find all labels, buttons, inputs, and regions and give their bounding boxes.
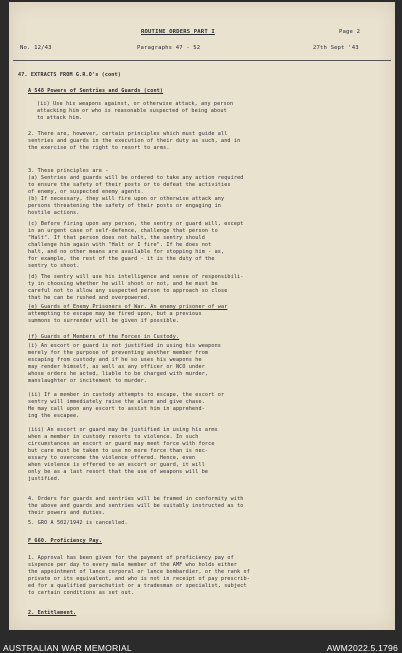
body-line: merely for the purpose of preventing another member from	[28, 350, 209, 356]
body-line: 2. There are, however, certain principles which must guide all	[28, 131, 228, 137]
body-line: to ensure the safety of their posts or to defeat the activities	[28, 182, 231, 188]
body-line: halt, and no other means are available for stopping him - as,	[28, 249, 225, 255]
body-line: when a member in custody resorts to violence. In such	[28, 434, 199, 440]
body-line: (b) If necessary, they will fire upon or otherwise attack any	[28, 196, 225, 202]
page-number: Page 2	[339, 29, 361, 35]
body-line: (f) Guards of Members of the Forces in Custody.	[28, 334, 180, 340]
body-line: 4. Orders for guards and sentries will be framed in conformity with	[28, 496, 244, 502]
body-line: escaping from custody and if he so uses his weapons he	[28, 357, 202, 363]
body-line: persons threatening the safety of their posts or engaging in	[28, 203, 222, 209]
body-line: to certain conditions as set out.	[28, 590, 135, 596]
archive-footer	[0, 631, 402, 653]
body-line: (ii) If a member in custody attempts to escape, the escort or	[28, 392, 225, 398]
body-line: 5. GRO A 502/1942 is cancelled.	[28, 520, 128, 526]
body-line: attempting to escape may be fired upon, but a previous	[28, 311, 202, 317]
body-line: (a) Sentries and guards will be ordered to take any action required	[28, 175, 244, 181]
body-line: (e) Guards of Enemy Prisoners of War. An enemy prisoner of war	[28, 304, 228, 310]
body-line: when violence is offered to an escort or guard, it will	[28, 462, 205, 468]
body-line: sentry to shoot.	[28, 263, 80, 269]
body-line: sixpence per day to every male member of the AMF who holds either	[28, 562, 238, 568]
document-page	[9, 2, 395, 630]
body-line: the appointment of lance corporal or lance bombardier, or the rank of	[28, 569, 250, 575]
header-rule	[13, 60, 391, 61]
body-line: essary to overcome the violence offered. Hence, even	[28, 455, 196, 461]
body-line: that he can be rushed and overpowered.	[28, 295, 151, 301]
body-line: He may call upon any escort to assist him in apprehend-	[28, 406, 205, 412]
body-line: the exercise of the right to resort to arms.	[28, 145, 170, 151]
body-line: 2. Entitlement.	[28, 610, 77, 616]
body-line: manslaughter or incitement to murder.	[28, 378, 148, 384]
body-line: F 660. Proficiency Pay.	[28, 538, 102, 544]
body-line: A 548 Powers of Sentries and Guards (cont)	[28, 88, 164, 94]
body-line: justified.	[28, 476, 61, 482]
body-line: sentry will immediately raise the alarm and give chase.	[28, 399, 205, 405]
body-line: private or its equivalent, and who is not in receipt of pay prescrib-	[28, 576, 250, 582]
body-line: 3. These principles are -	[28, 168, 109, 174]
body-line: summons to surrender will be given if possible.	[28, 318, 180, 324]
body-line: (ii) Use his weapons against, or otherwise attack, any person	[37, 101, 234, 107]
body-line: in an urgent case of self-defence, challenge that person to	[28, 228, 218, 234]
body-line: may render himself, as well as any officer or NCO under	[28, 364, 205, 370]
body-line: attacking him or who is reasonable suspected of being about	[37, 108, 227, 114]
body-line: whose orders he acted, liable to be charged with murder,	[28, 371, 209, 377]
body-line: (d) The sentry will use his intelligence and sense of responsibili-	[28, 274, 244, 280]
body-line: sentries and guards in the execution of their duty as such, and in	[28, 138, 241, 144]
order-number: No. 12/43	[20, 45, 52, 51]
body-line: the above and guards and sentries will be suitably instructed as to	[28, 503, 244, 509]
body-line: (c) Before firing upon any person, the sentry or guard will, except	[28, 221, 244, 227]
body-line: only be as a last resort that the use of weapons will be	[28, 469, 209, 475]
institution-name: AUSTRALIAN WAR MEMORIAL	[3, 643, 132, 653]
body-line: ty in choosing whether he will shoot or not, and he must be	[28, 281, 218, 287]
body-line: of enemy, or suspected enemy agents.	[28, 189, 144, 195]
paragraph-range: Paragraphs 47 - 52	[137, 45, 201, 51]
order-title: ROUTINE ORDERS PART I	[141, 29, 215, 35]
body-line: hostile actions.	[28, 210, 80, 216]
body-line: ed for a qualified parachutist or a tradesman or specialist, subject	[28, 583, 247, 589]
body-line: 1. Approval has been given for the payment of proficiency pay of	[28, 555, 234, 561]
body-line: (iii) An escort or guard may be justified in using his arms	[28, 427, 218, 433]
body-line: ing the escapee.	[28, 413, 80, 419]
body-line: challenge him again with "Halt or I fire". If he does not	[28, 242, 212, 248]
body-line: their powers and duties.	[28, 510, 106, 516]
body-line: circumstances an escort or guard may meet force with force	[28, 441, 215, 447]
order-date: 27th Sept '43	[313, 45, 359, 51]
accession-number: AWM2022.5.1796	[326, 643, 398, 653]
body-line: 47. EXTRACTS FROM G.R.O's (cont)	[18, 72, 121, 78]
body-line: but care must be taken to use no more force than is nec-	[28, 448, 209, 454]
body-line: "Halt". If that person does not halt, the sentry should	[28, 235, 205, 241]
body-line: (i) An escort or guard is not justified in using his weapons	[28, 343, 222, 349]
body-line: careful not to allow any suspected person to approach so close	[28, 288, 228, 294]
body-line: for example, the rest of the guard - it is the duty of the	[28, 256, 215, 262]
body-line: to attack him.	[37, 115, 83, 121]
